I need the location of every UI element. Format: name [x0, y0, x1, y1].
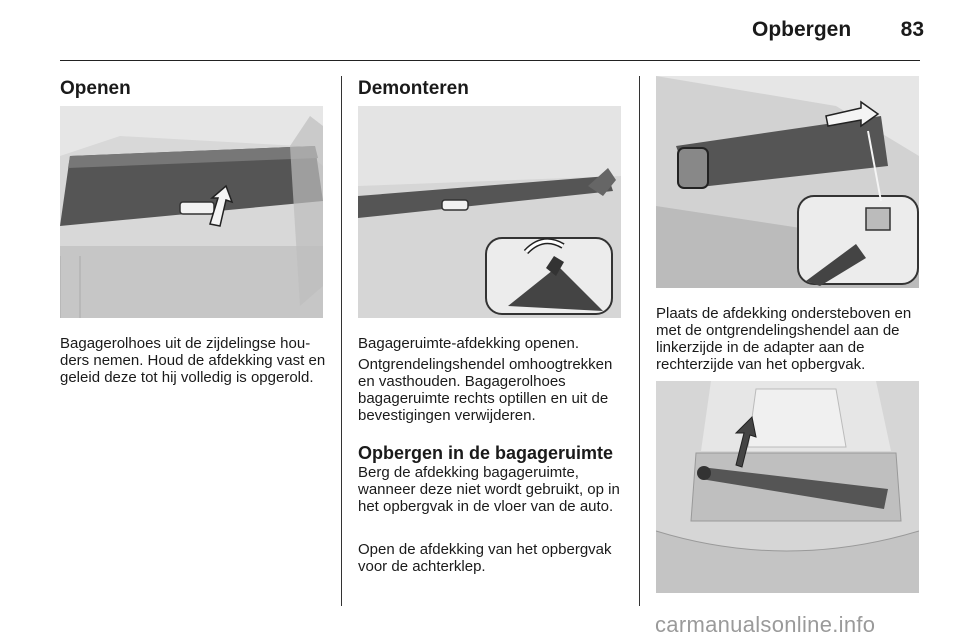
page-title: Opbergen: [752, 18, 852, 41]
figure-remove-cover: [358, 106, 621, 318]
paragraph-opbergen-2: Open de afdekking van het opbergvak voor de achterklep.: [358, 541, 612, 575]
figure-storage-compartment: [656, 381, 919, 593]
illustration-open-cover: [60, 106, 323, 318]
column-divider-2: [639, 76, 640, 606]
illustration-place-cover: [656, 76, 919, 288]
paragraph-opbergen-1: Berg de afdekking bagageruimte, wanneer deze niet wordt gebruikt, op in het opbergvak in de vloer van de auto.: [358, 464, 620, 515]
watermark: carmanualsonline.info: [655, 612, 876, 637]
paragraph-demonteren-1: Bagageruimte-afdekking openen.: [358, 335, 579, 352]
figure-open-cover: [60, 106, 323, 318]
heading-openen: Openen: [60, 78, 131, 99]
column-divider-1: [341, 76, 342, 606]
illustration-remove-cover: [358, 106, 621, 318]
page-number: 83: [900, 18, 924, 41]
paragraph-openen: Bagagerolhoes uit de zijdelingse houders nemen. Houd de afdekking vast en geleid deze tot hij volledig is opgerold.: [60, 335, 326, 386]
illustration-storage-compartment: [656, 381, 919, 593]
heading-demonteren: Demonteren: [358, 78, 469, 99]
paragraph-demonteren-2: Ontgrendelingshendel omhoogtrekken en vasthouden. Bagagerolhoes bagageruimte rechts optillen en uit de bevestigingen verwijderen.: [358, 356, 613, 424]
heading-opbergen-bagageruimte: Opbergen in de bagageruimte: [358, 443, 614, 463]
paragraph-plaats: Plaats de afdekking ondersteboven en met de ontgrendelingshendel aan de linkerzijde in de adapter aan de rechterzijde van het opbergvak.: [656, 305, 912, 373]
header-divider: [60, 60, 920, 61]
figure-place-cover: [656, 76, 919, 288]
